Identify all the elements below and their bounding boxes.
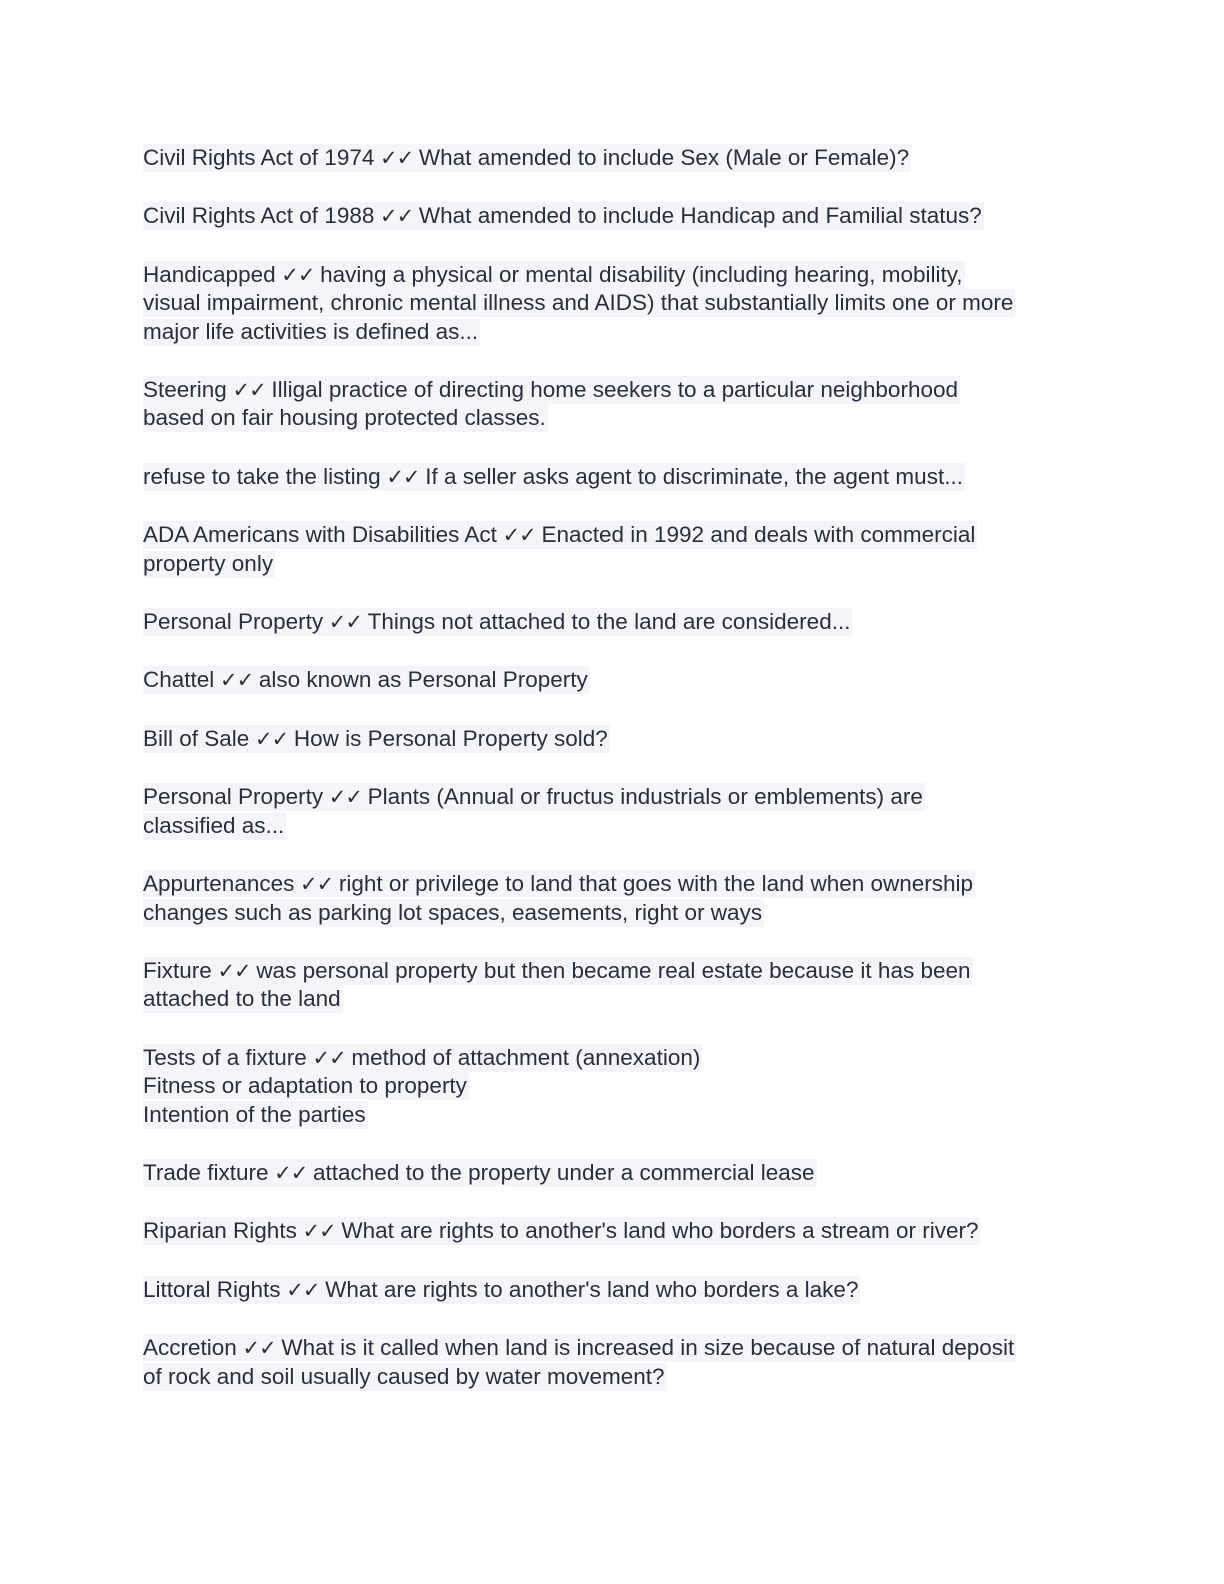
entry-first-line bbox=[143, 521, 1083, 549]
double-check-icon: ✓✓ bbox=[249, 726, 294, 751]
entry-term: Steering bbox=[143, 377, 227, 403]
highlighted-text bbox=[143, 1217, 980, 1245]
entry-term: refuse to take the listing bbox=[143, 463, 381, 489]
entry-first-line bbox=[143, 725, 1083, 753]
entry-definition: major life activities is defined as... bbox=[143, 318, 479, 344]
entry-continuation-line bbox=[143, 550, 1083, 578]
flashcard-entry bbox=[143, 870, 1083, 927]
flashcard-entry bbox=[143, 261, 1083, 346]
entry-definition: based on fair housing protected classes. bbox=[143, 405, 546, 431]
flashcard-entry bbox=[143, 1334, 1083, 1391]
highlighted-text bbox=[143, 404, 548, 432]
entry-definition: attached to the land bbox=[143, 986, 341, 1012]
highlighted-text bbox=[143, 1044, 702, 1072]
entry-first-line bbox=[143, 376, 1083, 404]
entry-term: Fixture bbox=[143, 957, 212, 983]
entry-definition: What amended to include Sex (Male or Female)? bbox=[418, 145, 910, 170]
entry-definition: of rock and soil usually caused by water movement? bbox=[143, 1363, 665, 1389]
highlighted-text bbox=[143, 870, 975, 898]
highlighted-text bbox=[143, 1101, 368, 1129]
double-check-icon: ✓✓ bbox=[268, 1160, 314, 1185]
entry-term: Personal Property bbox=[143, 784, 324, 810]
entry-definition: If a seller asks agent to discriminate, the agent must... bbox=[425, 463, 963, 489]
flashcard-entry bbox=[143, 144, 1083, 172]
highlighted-text bbox=[143, 1276, 860, 1304]
highlighted-text bbox=[143, 1334, 1016, 1362]
entry-term: Personal Property bbox=[143, 609, 324, 635]
entry-definition: changes such as parking lot spaces, easements, right or ways bbox=[143, 899, 763, 925]
flashcard-entry bbox=[143, 521, 1083, 578]
entry-term: Riparian Rights bbox=[143, 1218, 297, 1244]
entry-first-line bbox=[143, 608, 1083, 636]
entry-term: Civil Rights Act of 1974 bbox=[143, 145, 375, 170]
entry-term: Bill of Sale bbox=[143, 725, 250, 751]
entry-definition: What are rights to another's land who borders a lake? bbox=[325, 1276, 859, 1302]
entry-definition: classified as... bbox=[143, 812, 285, 838]
double-check-icon: ✓✓ bbox=[496, 523, 542, 548]
double-check-icon: ✓✓ bbox=[214, 668, 259, 693]
entry-continuation-line bbox=[143, 289, 1083, 317]
highlighted-text bbox=[143, 521, 977, 549]
entry-definition: What are rights to another's land who borders a stream or river? bbox=[341, 1218, 979, 1244]
entry-term: Accretion bbox=[143, 1335, 237, 1361]
highlighted-text bbox=[143, 318, 480, 346]
entry-continuation-line bbox=[143, 1072, 1083, 1100]
entry-definition: right or privilege to land that goes with the land when ownership bbox=[338, 871, 974, 897]
highlighted-text bbox=[143, 725, 610, 753]
entry-continuation-line bbox=[143, 404, 1083, 432]
flashcard-entry bbox=[143, 957, 1083, 1014]
highlighted-text bbox=[143, 1159, 817, 1187]
entry-term: Tests of a fixture bbox=[143, 1044, 307, 1070]
double-check-icon: ✓✓ bbox=[226, 378, 272, 403]
flashcard-entry bbox=[143, 608, 1083, 636]
highlighted-text bbox=[143, 144, 911, 172]
entry-definition: Plants (Annual or fructus industrials or emblements) are bbox=[367, 784, 923, 810]
entry-term: Civil Rights Act of 1988 bbox=[143, 203, 375, 229]
highlighted-text bbox=[143, 376, 960, 404]
entry-first-line bbox=[143, 666, 1083, 694]
entry-definition: Things not attached to the land are considered... bbox=[367, 609, 851, 635]
highlighted-text bbox=[143, 783, 925, 811]
entry-definition: Fitness or adaptation to property bbox=[143, 1073, 467, 1099]
double-check-icon: ✓✓ bbox=[323, 610, 368, 635]
flashcard-entry bbox=[143, 1276, 1083, 1304]
flashcard-entry bbox=[143, 463, 1083, 491]
double-check-icon: ✓✓ bbox=[211, 958, 257, 983]
flashcard-entry bbox=[143, 202, 1083, 230]
entry-first-line bbox=[143, 261, 1083, 289]
entry-first-line bbox=[143, 202, 1083, 230]
highlighted-text bbox=[143, 1363, 667, 1391]
entry-definition: having a physical or mental disability (including hearing, mobility, bbox=[320, 261, 963, 287]
entry-continuation-line bbox=[143, 318, 1083, 346]
entry-term: Trade fixture bbox=[143, 1159, 269, 1185]
double-check-icon: ✓✓ bbox=[306, 1045, 352, 1070]
entry-continuation-line bbox=[143, 899, 1083, 927]
entry-definition: Intention of the parties bbox=[143, 1101, 366, 1127]
entry-first-line bbox=[143, 1334, 1083, 1362]
double-check-icon: ✓✓ bbox=[296, 1219, 342, 1244]
entry-first-line bbox=[143, 957, 1083, 985]
highlighted-text bbox=[143, 1072, 469, 1100]
flashcard-entry bbox=[143, 666, 1083, 694]
entry-definition: What amended to include Handicap and Familial status? bbox=[418, 203, 982, 229]
highlighted-text bbox=[143, 666, 590, 694]
entry-definition: method of attachment (annexation) bbox=[351, 1044, 701, 1070]
entry-continuation-line bbox=[143, 985, 1083, 1013]
entry-definition: How is Personal Property sold? bbox=[293, 725, 608, 751]
highlighted-text bbox=[143, 985, 343, 1013]
double-check-icon: ✓✓ bbox=[323, 785, 368, 810]
flashcard-entry bbox=[143, 725, 1083, 753]
entry-definition: property only bbox=[143, 550, 274, 576]
entry-term: ADA Americans with Disabilities Act bbox=[143, 522, 497, 548]
flashcard-entry bbox=[143, 1159, 1083, 1187]
entry-first-line bbox=[143, 144, 1083, 172]
entry-definition: was personal property but then became real estate because it has been bbox=[256, 957, 971, 983]
flashcard-entry bbox=[143, 1217, 1083, 1245]
entry-first-line bbox=[143, 1159, 1083, 1187]
highlighted-text bbox=[143, 550, 275, 578]
entry-first-line bbox=[143, 463, 1083, 491]
entry-term: Appurtenances bbox=[143, 871, 295, 897]
highlighted-text bbox=[143, 957, 973, 985]
highlighted-text bbox=[143, 202, 984, 230]
flashcard-document bbox=[143, 144, 1083, 1421]
double-check-icon: ✓✓ bbox=[380, 464, 426, 489]
entry-definition: Illigal practice of directing home seekers to a particular neighborhood bbox=[271, 377, 958, 403]
double-check-icon: ✓✓ bbox=[275, 262, 321, 287]
entry-term: Chattel bbox=[143, 667, 215, 693]
double-check-icon: ✓✓ bbox=[374, 204, 419, 229]
highlighted-text bbox=[143, 289, 1015, 317]
entry-definition: also known as Personal Property bbox=[258, 667, 588, 693]
entry-first-line bbox=[143, 870, 1083, 898]
highlighted-text bbox=[143, 899, 764, 927]
flashcard-entry bbox=[143, 783, 1083, 840]
highlighted-text bbox=[143, 463, 965, 491]
entry-first-line bbox=[143, 1276, 1083, 1304]
entry-definition: What is it called when land is increased in size because of natural deposit bbox=[281, 1335, 1015, 1361]
entry-first-line bbox=[143, 783, 1083, 811]
entry-term: Handicapped bbox=[143, 261, 276, 287]
double-check-icon: ✓✓ bbox=[236, 1336, 282, 1361]
entry-definition: visual impairment, chronic mental illness and AIDS) that substantially limits one or more bbox=[143, 290, 1014, 316]
double-check-icon: ✓✓ bbox=[374, 146, 419, 170]
entry-continuation-line bbox=[143, 812, 1083, 840]
highlighted-text bbox=[143, 261, 965, 289]
flashcard-entry bbox=[143, 376, 1083, 433]
flashcard-entry bbox=[143, 1044, 1083, 1129]
entry-definition: Enacted in 1992 and deals with commercial bbox=[541, 522, 976, 548]
double-check-icon: ✓✓ bbox=[280, 1277, 326, 1302]
highlighted-text bbox=[143, 608, 852, 636]
entry-continuation-line bbox=[143, 1101, 1083, 1129]
highlighted-text bbox=[143, 812, 286, 840]
entry-first-line bbox=[143, 1217, 1083, 1245]
entry-definition: attached to the property under a commercial lease bbox=[313, 1159, 815, 1185]
entry-continuation-line bbox=[143, 1363, 1083, 1391]
entry-first-line bbox=[143, 1044, 1083, 1072]
double-check-icon: ✓✓ bbox=[294, 872, 339, 897]
entry-term: Littoral Rights bbox=[143, 1276, 281, 1302]
